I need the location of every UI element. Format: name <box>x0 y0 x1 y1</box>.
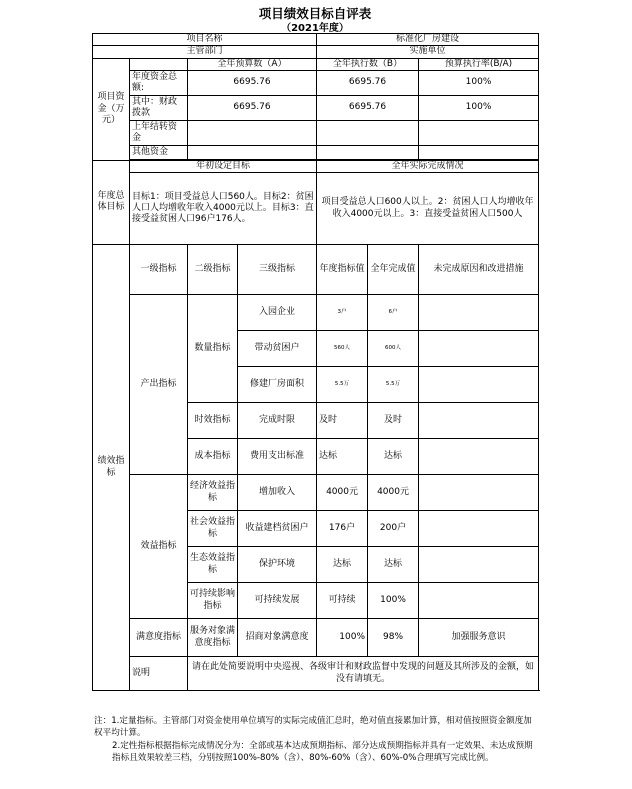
indicator-name: 完成时限 <box>238 403 317 439</box>
fund-row-label: 年度资金总额: <box>130 70 188 95</box>
header-level2: 二级指标 <box>188 245 238 295</box>
fund-budget: 6695.76 <box>188 70 317 95</box>
fund-exec: 6695.76 <box>317 95 419 120</box>
indicator-reason <box>419 439 539 475</box>
header-target: 年度指标值 <box>317 245 368 295</box>
indicator-target: 560人 <box>317 331 368 367</box>
fund-exec <box>317 145 419 159</box>
indicator-reason <box>419 331 539 367</box>
header-level3: 三级指标 <box>238 245 317 295</box>
satisfaction-l1-label: 满意度指标 <box>130 619 188 657</box>
fund-budget: 6695.76 <box>188 95 317 120</box>
project-name-value: 标准化厂房建设 <box>317 34 539 46</box>
indicator-target: 可持续 <box>317 583 368 619</box>
economic-label: 经济效益指标 <box>188 475 238 511</box>
indicator-name: 修建厂房面积 <box>238 367 317 403</box>
form-subtitle: （2021年度） <box>281 23 349 34</box>
indicator-actual: 200户 <box>368 511 419 547</box>
indicator-actual: 100% <box>368 583 419 619</box>
col-actual: 全年实际完成情况 <box>317 160 539 172</box>
funds-section-label: 项目资金（万元） <box>93 58 130 160</box>
fund-rate: 100% <box>419 95 539 120</box>
sustain-label: 可持续影响指标 <box>188 583 238 619</box>
indicator-target: 达标 <box>317 439 368 475</box>
form-title: 项目绩效目标自评表 <box>258 6 372 21</box>
indicator-name: 入园企业 <box>238 295 317 331</box>
project-name-label: 项目名称 <box>93 34 317 46</box>
indicator-actual: 达标 <box>368 439 419 475</box>
indicator-name: 可持续发展 <box>238 583 317 619</box>
indicator-target: 4000元 <box>317 475 368 511</box>
indicator-reason <box>419 475 539 511</box>
col-planned: 年初设定目标 <box>130 160 317 172</box>
remarks-text: 请在此处简要说明中央巡视、各级审计和财政监督中发现的问题及其所涉及的金额，如没有请填无。 <box>188 657 539 691</box>
quantity-label: 数量指标 <box>188 295 238 403</box>
indicator-reason <box>419 295 539 331</box>
indicator-reason <box>419 547 539 583</box>
indicator-name: 招商对象满意度 <box>238 619 317 657</box>
timeliness-label: 时效指标 <box>188 403 238 439</box>
fund-rate <box>419 145 539 159</box>
remarks-label: 说明 <box>130 657 188 691</box>
indicator-actual: 5.5万 <box>368 367 419 403</box>
indicator-reason <box>419 583 539 619</box>
fund-budget <box>188 120 317 145</box>
social-label: 社会效益指标 <box>188 511 238 547</box>
indicator-actual: 4000元 <box>368 475 419 511</box>
performance-section-label: 绩效指标 <box>93 245 130 691</box>
indicator-target: 100% <box>317 619 368 657</box>
fund-row-label: 上年结转资金 <box>130 120 188 145</box>
indicator-name: 保护环境 <box>238 547 317 583</box>
indicator-name: 收益建档贫困户 <box>238 511 317 547</box>
goals-section-label: 年度总体目标 <box>93 160 130 244</box>
header-actual: 全年完成值 <box>368 245 419 295</box>
actual-goal-text: 项目受益总人口600人以上。2：贫困人口人均增收年收入4000元以上。3：直接受益贫困人口500人 <box>317 173 539 245</box>
evaluation-table <box>92 33 539 691</box>
indicator-target: 3户 <box>317 295 368 331</box>
col-budget: 全年预算数（A） <box>188 58 317 70</box>
cost-label: 成本指标 <box>188 439 238 475</box>
impl-unit-label: 实施单位 <box>317 46 539 58</box>
indicator-name: 费用支出标准 <box>238 439 317 475</box>
indicator-reason <box>419 367 539 403</box>
indicator-actual: 及时 <box>368 403 419 439</box>
form-notes <box>94 715 538 765</box>
planned-goal-text: 目标1：项目受益总人口560人。目标2：贫困人口人均增收年收入4000元以上。目标3：直接受益贫困人口96户176人。 <box>130 173 317 245</box>
note-qualitative: 2.定性指标根据指标完成情况分为：全部或基本达成预期指标、部分达成预期指标并具有一定效果、未达成预期指标且效果较差三档，分别按照100%-80%（含）、80%-60%（含）、60%-0%合理填写完成比例。 <box>112 740 533 764</box>
indicator-actual: 6户 <box>368 295 419 331</box>
header-reason: 未完成原因和改进措施 <box>419 245 539 295</box>
fund-row-label: 其他资金 <box>130 145 188 159</box>
indicator-target: 及时 <box>317 403 368 439</box>
indicator-reason: 加强服务意识 <box>419 619 539 657</box>
fund-exec <box>317 120 419 145</box>
eco-label: 生态效益指标 <box>188 547 238 583</box>
indicator-name: 带动贫困户 <box>238 331 317 367</box>
fund-row-label: 其中：财政拨款 <box>130 95 188 120</box>
col-exec: 全年执行数（B） <box>317 58 419 70</box>
indicator-target: 5.5万 <box>317 367 368 403</box>
benefit-label: 效益指标 <box>130 475 188 619</box>
indicator-reason <box>419 403 539 439</box>
header-level1: 一级指标 <box>130 245 188 295</box>
fund-rate: 100% <box>419 70 539 95</box>
satisfaction-l2-label: 服务对象满意度指标 <box>188 619 238 657</box>
indicator-target: 176户 <box>317 511 368 547</box>
indicator-actual: 600人 <box>368 331 419 367</box>
indicator-target: 达标 <box>317 547 368 583</box>
output-label: 产出指标 <box>130 295 188 475</box>
indicator-reason <box>419 511 539 547</box>
dept-label: 主管部门 <box>93 46 317 58</box>
fund-budget <box>188 145 317 159</box>
fund-exec: 6695.76 <box>317 70 419 95</box>
col-rate: 预算执行率(B/A) <box>419 58 539 70</box>
indicator-actual: 达标 <box>368 547 419 583</box>
indicator-name: 增加收入 <box>238 475 317 511</box>
indicator-actual: 98% <box>368 619 419 657</box>
evaluation-form <box>92 0 538 789</box>
note-quantitative: 注：1.定量指标。主管部门对资金使用单位填写的实际完成值汇总时，绝对值直接累加计算，相对值按照资金额度加权平均计算。 <box>94 716 532 739</box>
fund-rate <box>419 120 539 145</box>
